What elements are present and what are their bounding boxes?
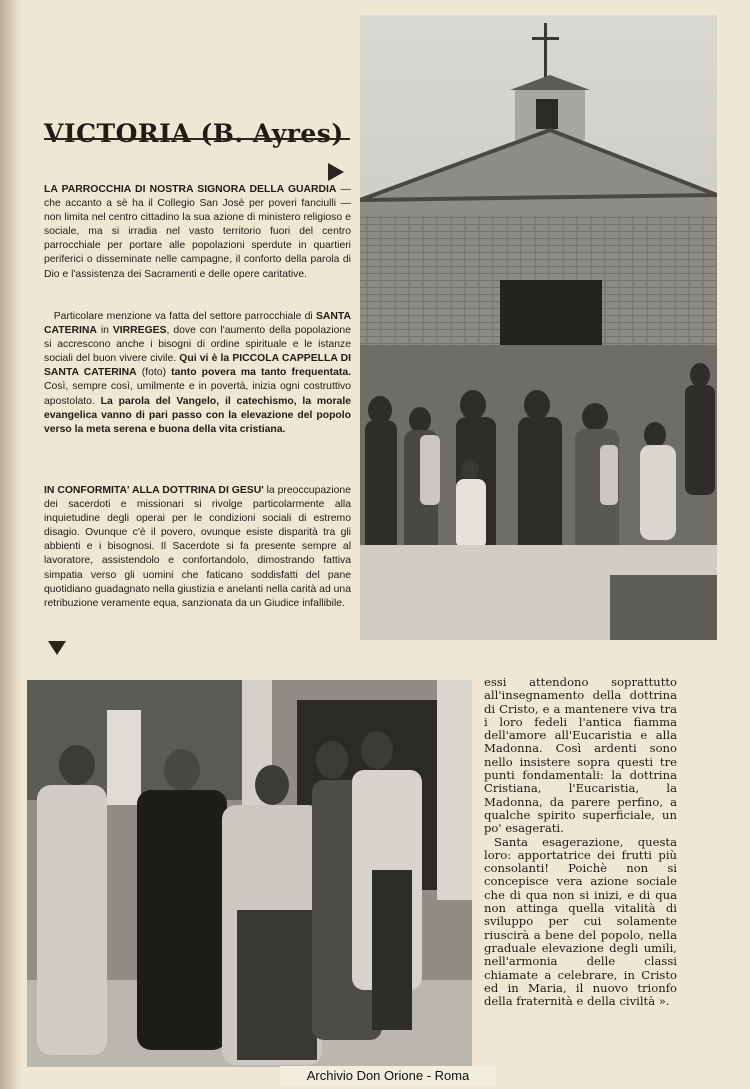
p2-vangelo: La parola del Vangelo, il catechismo, la morale evangelica vanno di pari passo con la elevazione del popolo verso la meta serena e buona della vita cristiana. [44, 395, 351, 435]
p2-povera: tanto povera ma tanto frequentata. [171, 367, 351, 379]
arrow-down-icon [48, 641, 66, 655]
paragraph-dottrina [44, 484, 351, 611]
right-column-text [484, 676, 677, 1008]
p2-text-c: in [96, 325, 113, 337]
p2-text-a: Particolare menzione va fatta del settore parrocchiale di [53, 311, 316, 322]
paragraph-dottrina-body: la preoccupazione dei sacerdoti e missionari si rivolge particolarmente alla inquietudine degli operai per le condizioni sociali di estremo disagio. Ovunque c'è il povero, ovunque esiste disparità tra gli abbienti e i bisognosi. Il Sacerdote si fa presente sempre al lavoratore, assistendolo e confortandolo, dimostrando fattiva simpatia verso gli uomini che faticano soddisfatti del pane quotidiano guadagnato nella giustizia e anelanti nella carità ad una retribuzione veramente equa, sanzionata da un Giudice infallibile. [44, 485, 351, 609]
right-paragraph-2: Santa esagerazione, questa loro: apportatrice dei frutti più consolanti! Poichè non si concepisce vera azione sociale che di qua non si inizi, e di qua non attinga quella vitalità di sviluppo per cui solamente riuscirà a bene del popolo, nella graduale elevazione degli umili, nell'armonia delle classi chiamate a celebrare, in Cristo ed in Maria, il nuovo trionfo della fraternità e della civiltà ». [484, 834, 677, 1009]
paragraph-parish [44, 183, 351, 282]
paragraph-parish-lead: LA PARROCCHIA DI NOSTRA SIGNORA DELLA GUARDIA [44, 184, 337, 195]
title-rule [44, 138, 350, 140]
page-title: VICTORIA (B. Ayres) [44, 118, 344, 148]
photo-chapel-crowd [360, 15, 717, 640]
p2-virreges: VIRREGES [112, 325, 167, 337]
p2-santa-caterina: SANTA CATERINA [44, 311, 351, 337]
paragraph-dottrina-lead: IN CONFORMITA' ALLA DOTTRINA DI GESU' [44, 485, 264, 496]
p2-text-e: , dove con l'aumento della popolazione si accrescono anche i bisogni di ordine spirituale e le istanze sociali del buon vivere civile. [44, 325, 351, 365]
photo-chapel-drawing [360, 15, 717, 640]
paragraph-santa-caterina [44, 310, 351, 437]
photo-priest-workers [27, 680, 472, 1067]
paragraph-parish-body: — che accanto a sè ha il Collegio San Josè per poveri fanciulli — non limita nel centro cittadino la sua azione di ministero religioso e sociale, ma si irradia nel vasto territorio fuori del centro parrocchiale per portare alle popolazioni sperdute in quartieri periferici o disseminate nelle campagne, il conforto della parola di Dio e l'assistenza dei Sacramenti e delle opere caritative. [44, 184, 351, 280]
p2-text-i: Così, sempre così, umilmente e in povertà, inizia ogni costruttivo apostolato. [44, 381, 351, 407]
right-paragraph-1: essi attendono soprattutto all'insegnamento della dottrina di Cristo, e a mantenere viva tra i loro fedeli l'antica fiamma dell'amore all'Eucaristia e alla Madonna. Così ardenti sono nello insistere sopra questi tre punti fondamentali: la dottrina Cristiana, l'Eucaristia, la Madonna, da parere perfino, a qualche spirito superficiale, un po' esagerati. [484, 675, 677, 836]
archive-watermark: Archivio Don Orione - Roma [280, 1066, 496, 1086]
p2-foto: (foto) [136, 367, 172, 379]
page-binding-edge [0, 0, 22, 1089]
photo-workers-drawing [27, 680, 472, 1067]
p2-cappella: Qui vi è la PICCOLA CAPPELLA DI SANTA CATERINA [44, 353, 351, 379]
arrow-right-icon [328, 163, 344, 181]
